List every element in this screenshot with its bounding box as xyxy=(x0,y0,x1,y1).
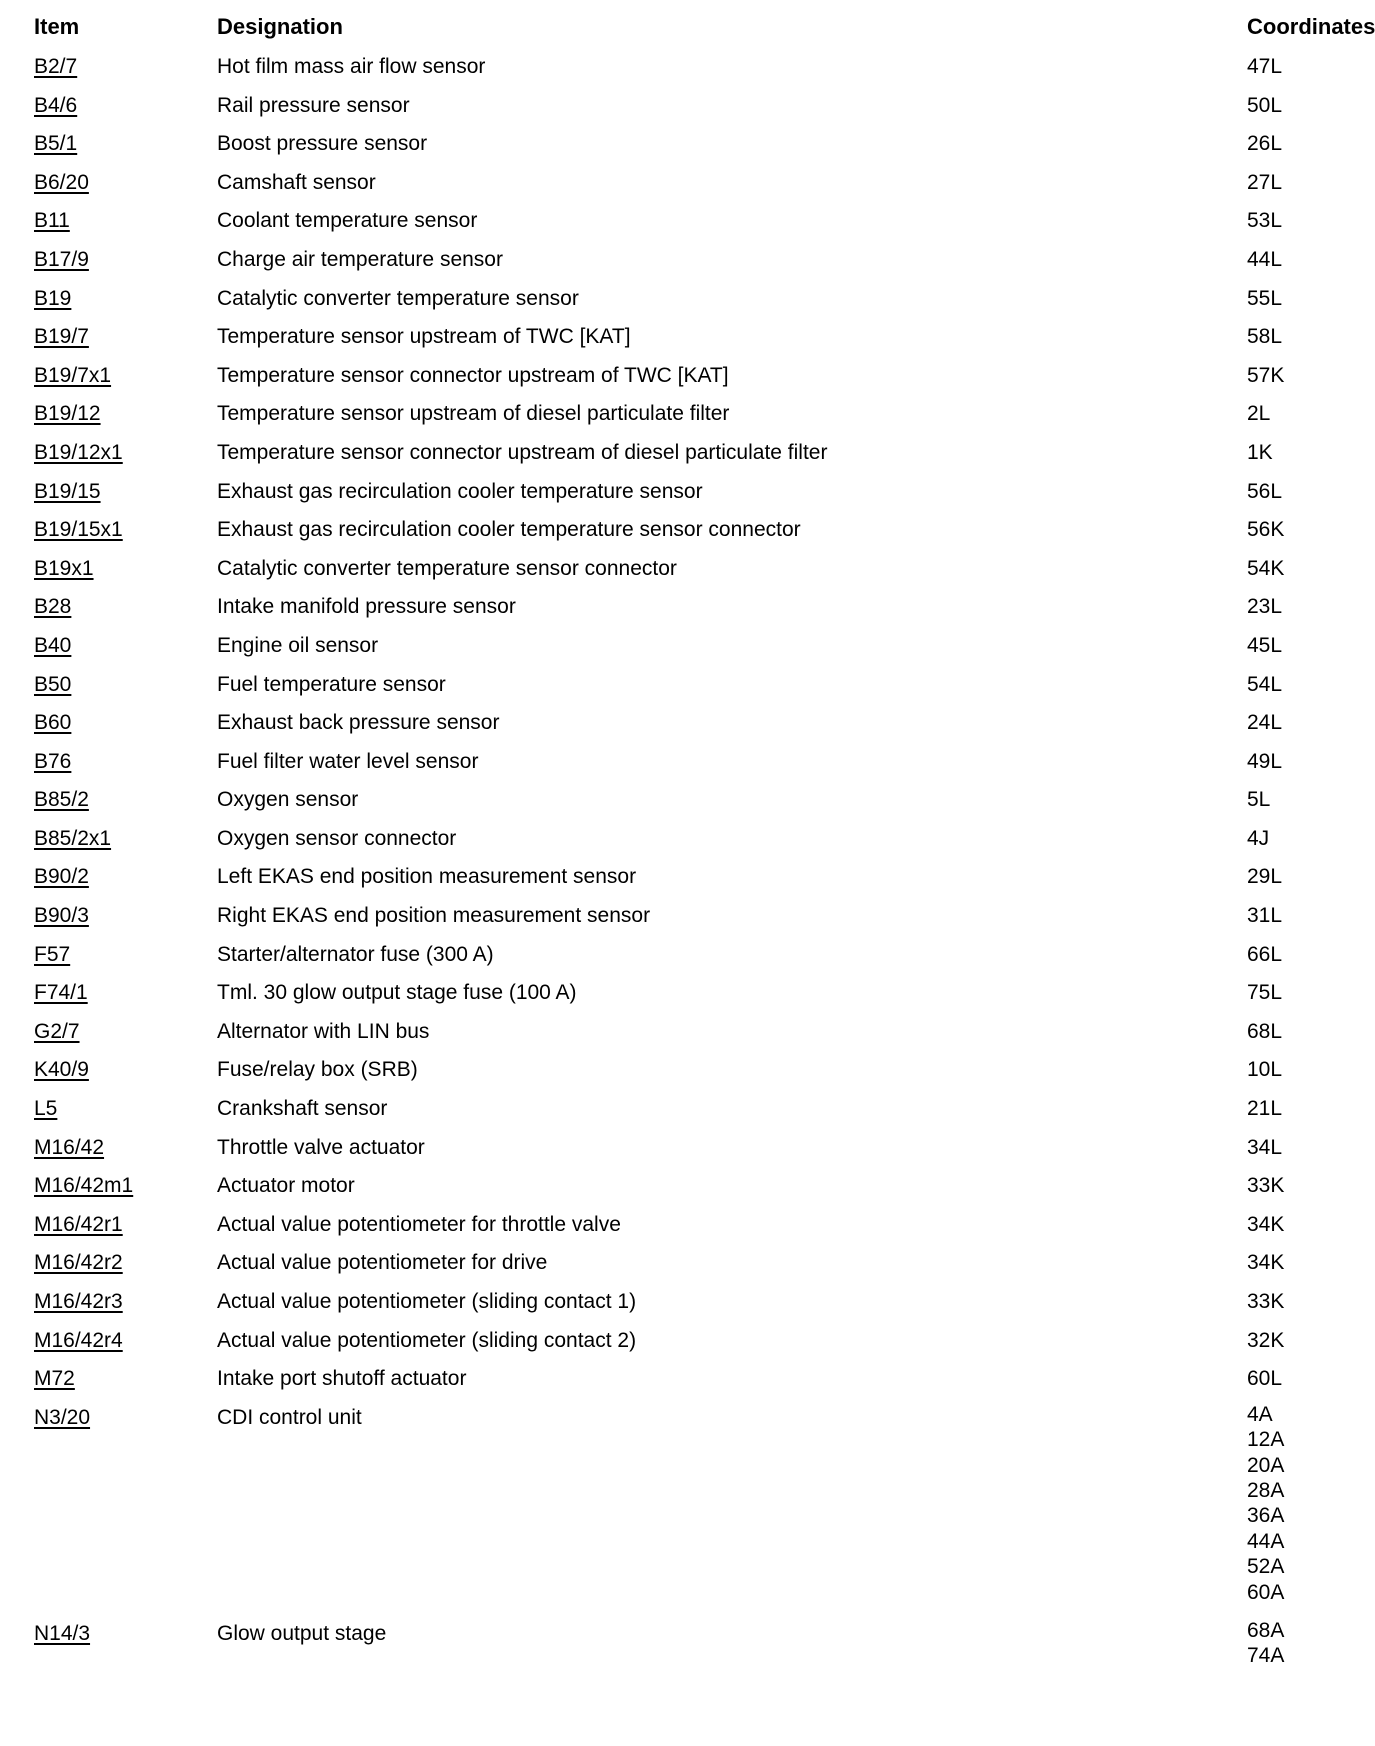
table-row xyxy=(0,398,1344,437)
table-row xyxy=(0,51,1344,90)
coordinate-value: 21L xyxy=(1247,1097,1283,1121)
designation-text: Intake manifold pressure sensor xyxy=(217,595,516,619)
table-row xyxy=(0,1209,1344,1248)
coordinate-cell xyxy=(1247,360,1284,392)
item-link[interactable]: N14/3 xyxy=(34,1621,91,1645)
coordinate-value: 68A xyxy=(1247,1618,1285,1642)
coordinate-cell xyxy=(1247,244,1282,276)
designation-text: Crankshaft sensor xyxy=(217,1097,388,1121)
table-row xyxy=(0,707,1344,746)
item-link[interactable]: M16/42r2 xyxy=(34,1251,123,1275)
coordinate-value: 33K xyxy=(1247,1290,1285,1313)
coordinate-cell xyxy=(1247,398,1270,430)
item-link[interactable]: B4/6 xyxy=(34,93,78,117)
coordinate-value: 68L xyxy=(1247,1019,1283,1043)
table-row xyxy=(0,591,1344,630)
table-row xyxy=(0,1132,1344,1171)
coordinate-cell xyxy=(1247,1286,1284,1318)
coordinate-cell xyxy=(1247,1618,1284,1669)
table-row xyxy=(0,476,1344,515)
coordinate-cell xyxy=(1247,1363,1282,1395)
item-link[interactable]: M16/42r3 xyxy=(34,1290,123,1313)
table-row xyxy=(0,823,1344,862)
coordinate-value: 4A xyxy=(1247,1402,1273,1426)
coordinate-value: 56K xyxy=(1247,518,1285,542)
designation-text: Exhaust gas recirculation cooler temperature sensor xyxy=(217,479,703,503)
designation-text: Actual value potentiometer for throttle valve xyxy=(217,1212,621,1236)
table-row xyxy=(0,360,1344,399)
designation-text: Fuel temperature sensor xyxy=(217,672,446,696)
coordinate-cell xyxy=(1247,1247,1284,1279)
designation-text: Fuel filter water level sensor xyxy=(217,749,479,773)
table-row xyxy=(0,437,1344,476)
table-row xyxy=(0,900,1344,939)
item-link[interactable]: M16/42r4 xyxy=(34,1328,123,1352)
header-coordinates: Coordinates xyxy=(1247,14,1375,39)
table-row xyxy=(0,90,1344,129)
coordinate-value: 26L xyxy=(1247,132,1283,156)
designation-text: Exhaust back pressure sensor xyxy=(217,711,500,735)
table-row xyxy=(0,283,1344,322)
item-link[interactable]: B85/2x1 xyxy=(34,826,112,850)
coordinate-value: 52A xyxy=(1247,1555,1285,1579)
item-link[interactable]: B90/2 xyxy=(34,865,89,889)
item-link[interactable]: L5 xyxy=(34,1097,58,1121)
coordinate-value: 75L xyxy=(1247,981,1283,1005)
item-link[interactable]: B19/12 xyxy=(34,402,101,426)
legend-table-body xyxy=(0,51,1344,1678)
coordinate-value: 58L xyxy=(1247,325,1283,349)
designation-text: Camshaft sensor xyxy=(217,170,376,194)
table-row xyxy=(0,1247,1344,1286)
table-row xyxy=(0,128,1344,167)
item-link[interactable]: N3/20 xyxy=(34,1405,91,1429)
designation-text: Actual value potentiometer (sliding contact 1) xyxy=(217,1290,637,1313)
coordinate-value: 34K xyxy=(1247,1251,1285,1275)
item-link[interactable]: B19/15x1 xyxy=(34,518,123,542)
item-link[interactable]: B90/3 xyxy=(34,904,89,928)
item-link[interactable]: B76 xyxy=(34,749,72,773)
item-link[interactable]: B19/15 xyxy=(34,479,101,503)
table-row xyxy=(0,1286,1344,1325)
item-link[interactable]: B2/7 xyxy=(34,55,78,78)
coordinate-cell xyxy=(1247,823,1269,855)
table-row xyxy=(0,746,1344,785)
table-row xyxy=(0,977,1344,1016)
designation-text: Temperature sensor connector upstream of TWC [KAT] xyxy=(217,363,729,387)
coordinate-cell xyxy=(1247,1325,1284,1357)
designation-text: Catalytic converter temperature sensor connector xyxy=(217,556,677,580)
designation-text: Boost pressure sensor xyxy=(217,132,428,156)
coordinate-value: 54L xyxy=(1247,672,1283,696)
table-row xyxy=(0,1054,1344,1093)
coordinate-cell xyxy=(1247,1016,1282,1048)
table-row xyxy=(0,244,1344,283)
designation-text: Left EKAS end position measurement sensor xyxy=(217,865,637,889)
designation-text: CDI control unit xyxy=(217,1405,362,1429)
item-link[interactable]: F74/1 xyxy=(34,981,88,1005)
coordinate-value: 44A xyxy=(1247,1529,1285,1553)
coordinate-value: 45L xyxy=(1247,633,1283,657)
designation-text: Intake port shutoff actuator xyxy=(217,1367,467,1391)
coordinate-cell xyxy=(1247,669,1282,701)
table-row xyxy=(0,1618,1344,1678)
item-link[interactable]: B17/9 xyxy=(34,247,89,271)
table-row xyxy=(0,1363,1344,1402)
item-link[interactable]: M16/42 xyxy=(34,1135,105,1159)
coordinate-value: 33K xyxy=(1247,1174,1285,1198)
table-row xyxy=(0,1016,1344,1055)
table-row xyxy=(0,167,1344,206)
coordinate-value: 24L xyxy=(1247,711,1283,735)
coordinate-value: 27L xyxy=(1247,170,1283,194)
coordinate-cell xyxy=(1247,591,1282,623)
designation-text: Right EKAS end position measurement sensor xyxy=(217,904,651,928)
table-row xyxy=(0,784,1344,823)
table-row xyxy=(0,205,1344,244)
item-link[interactable]: M16/42m1 xyxy=(34,1174,134,1198)
coordinate-cell xyxy=(1247,746,1282,778)
item-link[interactable]: B19 xyxy=(34,286,72,310)
table-row xyxy=(0,1325,1344,1364)
coordinate-cell xyxy=(1247,167,1282,199)
coordinate-value: 10L xyxy=(1247,1058,1283,1082)
coordinate-value: 34K xyxy=(1247,1212,1285,1236)
coordinate-cell xyxy=(1247,1170,1284,1202)
designation-text: Actual value potentiometer for drive xyxy=(217,1251,548,1275)
coordinate-cell xyxy=(1247,1093,1282,1125)
coordinate-cell xyxy=(1247,437,1273,469)
table-row xyxy=(0,1170,1344,1209)
designation-text: Coolant temperature sensor xyxy=(217,209,478,233)
table-row xyxy=(0,861,1344,900)
designation-text: Oxygen sensor connector xyxy=(217,826,457,850)
coordinate-value: 29L xyxy=(1247,865,1283,889)
table-row xyxy=(0,1093,1344,1132)
coordinate-value: 54K xyxy=(1247,556,1285,580)
coordinate-cell xyxy=(1247,476,1282,508)
designation-text: Engine oil sensor xyxy=(217,633,379,657)
coordinate-value: 74A xyxy=(1247,1644,1285,1668)
table-row xyxy=(0,553,1344,592)
item-link[interactable]: G2/7 xyxy=(34,1019,80,1043)
coordinate-cell xyxy=(1247,1054,1282,1086)
coordinate-value: 49L xyxy=(1247,749,1283,773)
designation-text: Actual value potentiometer (sliding contact 2) xyxy=(217,1328,637,1352)
item-link[interactable]: B85/2 xyxy=(34,788,89,812)
table-header xyxy=(0,14,1375,46)
designation-text: Actuator motor xyxy=(217,1174,355,1198)
item-link[interactable]: F57 xyxy=(34,942,71,966)
designation-text: Temperature sensor upstream of diesel particulate filter xyxy=(217,402,730,426)
table-row xyxy=(0,514,1344,553)
coordinate-cell xyxy=(1247,861,1282,893)
coordinate-cell xyxy=(1247,128,1282,160)
designation-text: Tml. 30 glow output stage fuse (100 A) xyxy=(217,981,577,1005)
designation-text: Throttle valve actuator xyxy=(217,1135,425,1159)
item-link[interactable]: B5/1 xyxy=(34,132,78,156)
designation-text: Catalytic converter temperature sensor xyxy=(217,286,579,310)
table-row xyxy=(0,1402,1344,1618)
coordinate-value: 12A xyxy=(1247,1428,1285,1452)
coordinate-value: 4J xyxy=(1247,826,1270,850)
header-designation: Designation xyxy=(217,14,343,39)
coordinate-cell xyxy=(1247,90,1282,122)
designation-text: Temperature sensor connector upstream of diesel particulate filter xyxy=(217,440,828,464)
coordinate-value: 66L xyxy=(1247,942,1283,966)
item-link[interactable]: K40/9 xyxy=(34,1058,89,1082)
designation-text: Fuse/relay box (SRB) xyxy=(217,1058,418,1082)
coordinate-value: 34L xyxy=(1247,1135,1283,1159)
designation-text: Exhaust gas recirculation cooler temperature sensor connector xyxy=(217,518,801,542)
designation-text: Rail pressure sensor xyxy=(217,93,410,117)
item-link[interactable]: B19x1 xyxy=(34,556,94,580)
coordinate-value: 32K xyxy=(1247,1328,1285,1352)
designation-text: Starter/alternator fuse (300 A) xyxy=(217,942,494,966)
item-link[interactable]: M72 xyxy=(34,1367,75,1391)
coordinate-value: 53L xyxy=(1247,209,1283,233)
coordinate-value: 2L xyxy=(1247,402,1271,426)
table-row xyxy=(0,321,1344,360)
coordinate-cell xyxy=(1247,900,1282,932)
coordinate-cell xyxy=(1247,707,1282,739)
table-row xyxy=(0,939,1344,978)
item-link[interactable]: B6/20 xyxy=(34,170,89,194)
coordinate-value: 50L xyxy=(1247,93,1283,117)
coordinate-cell xyxy=(1247,51,1282,83)
item-link[interactable]: B19/7 xyxy=(34,325,89,349)
item-link[interactable]: B19/7x1 xyxy=(34,363,112,387)
coordinate-value: 44L xyxy=(1247,247,1283,271)
coordinate-value: 47L xyxy=(1247,55,1283,78)
coordinate-cell xyxy=(1247,630,1282,662)
item-link[interactable]: B28 xyxy=(34,595,72,619)
coordinate-cell xyxy=(1247,205,1282,237)
coordinate-value: 28A xyxy=(1247,1479,1285,1502)
coordinate-cell xyxy=(1247,1209,1284,1241)
designation-text: Oxygen sensor xyxy=(217,788,359,812)
coordinate-cell xyxy=(1247,939,1282,971)
coordinate-cell xyxy=(1247,784,1270,816)
item-link[interactable]: B60 xyxy=(34,711,72,735)
coordinate-value: 60A xyxy=(1247,1580,1285,1604)
designation-text: Glow output stage xyxy=(217,1621,387,1645)
coordinate-value: 60L xyxy=(1247,1367,1283,1391)
item-link[interactable]: B50 xyxy=(34,672,72,696)
header-item: Item xyxy=(34,14,80,39)
item-link[interactable]: B11 xyxy=(34,209,70,233)
coordinate-value: 56L xyxy=(1247,479,1283,503)
coordinate-cell xyxy=(1247,321,1282,353)
coordinate-cell xyxy=(1247,977,1282,1009)
coordinate-value: 5L xyxy=(1247,788,1271,812)
table-row xyxy=(0,630,1344,669)
designation-text: Temperature sensor upstream of TWC [KAT] xyxy=(217,325,631,349)
coordinate-value: 20A xyxy=(1247,1453,1285,1477)
item-link[interactable]: B19/12x1 xyxy=(34,440,123,464)
coordinate-value: 55L xyxy=(1247,286,1283,310)
designation-text: Charge air temperature sensor xyxy=(217,247,503,271)
designation-text: Alternator with LIN bus xyxy=(217,1019,430,1043)
coordinate-cell xyxy=(1247,1132,1282,1164)
coordinate-value: 36A xyxy=(1247,1504,1285,1528)
coordinate-cell xyxy=(1247,1402,1284,1605)
designation-text: Hot film mass air flow sensor xyxy=(217,55,486,78)
coordinate-cell xyxy=(1247,283,1282,315)
coordinate-cell xyxy=(1247,553,1284,585)
coordinate-cell xyxy=(1247,514,1284,546)
item-link[interactable]: M16/42r1 xyxy=(34,1212,123,1236)
table-row xyxy=(0,669,1344,708)
coordinate-value: 23L xyxy=(1247,595,1283,619)
coordinate-value: 57K xyxy=(1247,363,1285,387)
coordinate-value: 1K xyxy=(1247,440,1273,464)
coordinate-value: 31L xyxy=(1247,904,1283,928)
item-link[interactable]: B40 xyxy=(34,633,72,657)
